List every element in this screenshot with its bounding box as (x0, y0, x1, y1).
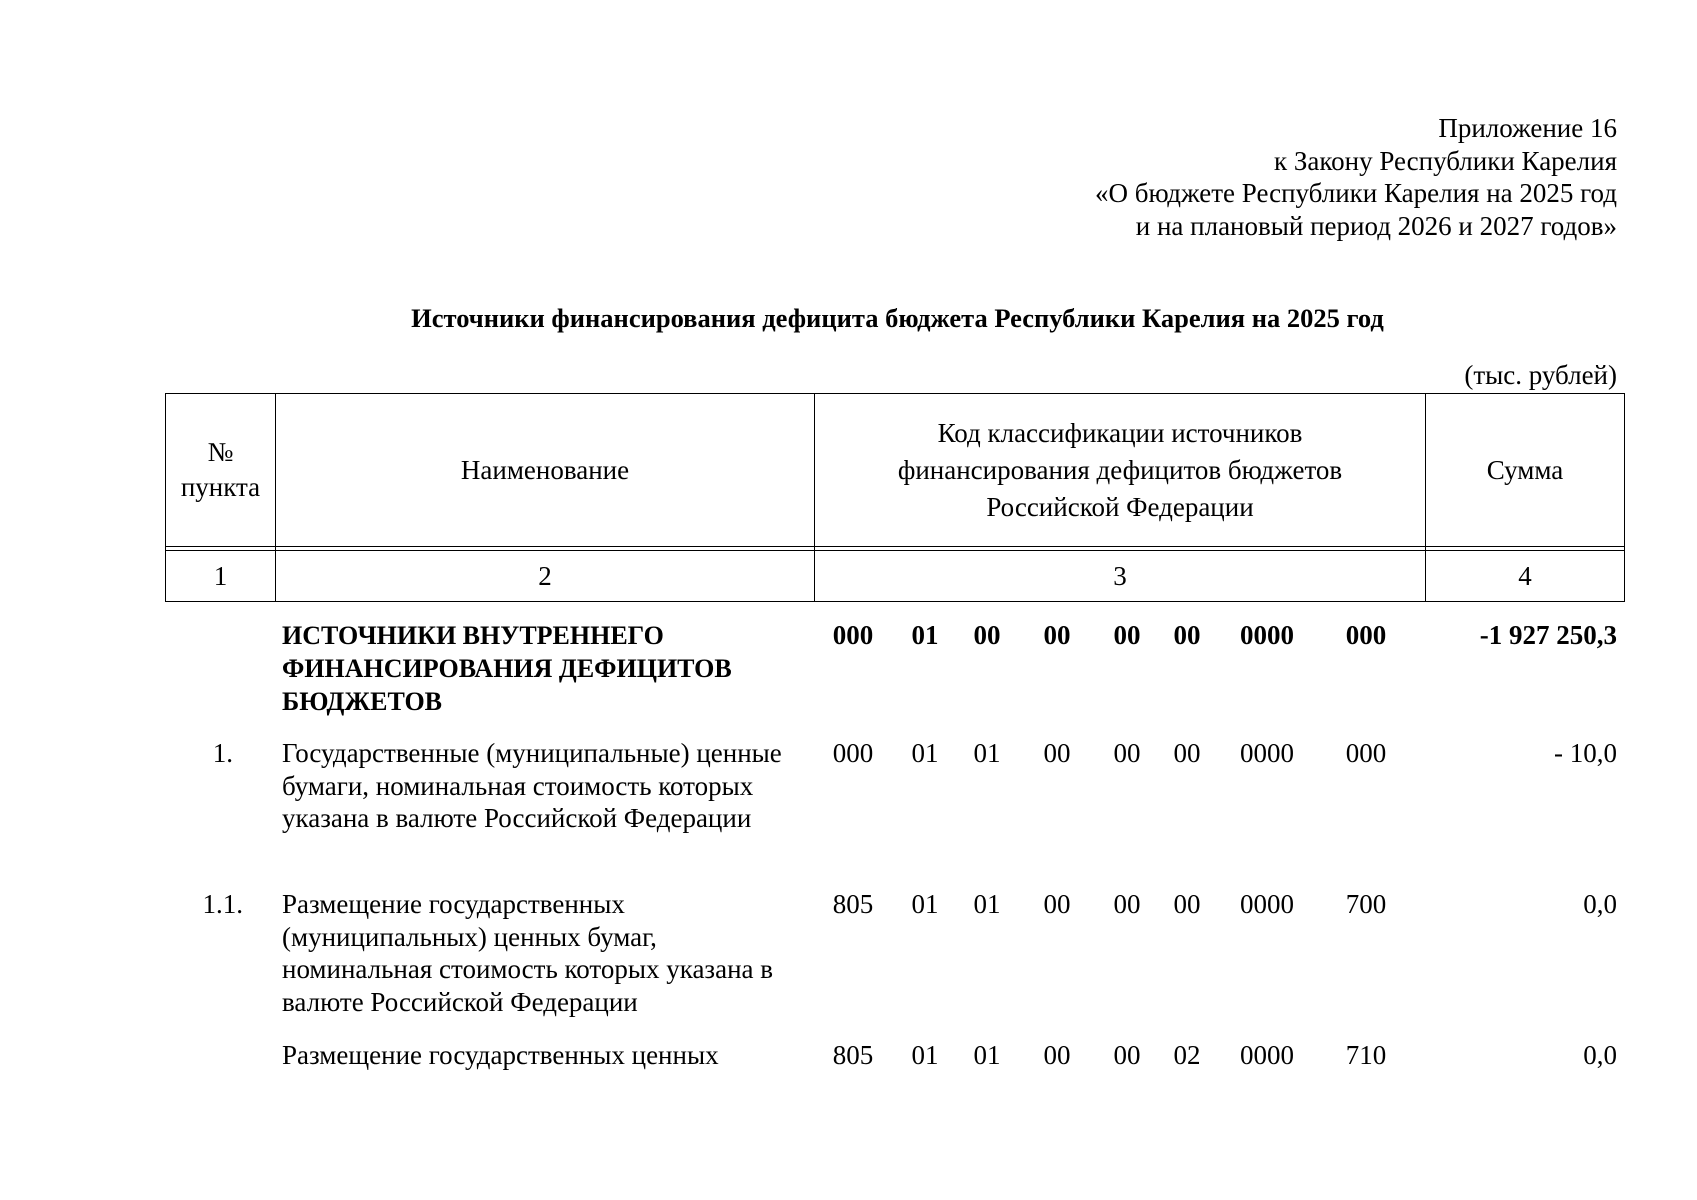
row-code-element: 00 (1173, 889, 1201, 919)
appendix-line-2: к Закону Республики Карелия (1274, 145, 1617, 176)
appendix-line-1: Приложение 16 (1438, 113, 1617, 143)
appendix-line-4: и на плановый период 2026 и 2027 годов» (1135, 210, 1617, 241)
row-code-subgroup: 01 (973, 1040, 1001, 1070)
row-amount: 0,0 (1583, 889, 1617, 919)
row-amount: - 10,0 (1554, 738, 1617, 768)
header-num-4: 4 (1426, 551, 1625, 602)
row-code-kind: 000 (1345, 620, 1387, 650)
row-code-subarticle: 00 (1113, 1040, 1141, 1070)
row-code-admin: 000 (832, 738, 874, 768)
header-code-line-1: Код классификации источников (937, 417, 1303, 448)
row-code-group: 01 (911, 889, 939, 919)
row-code-article: 00 (1043, 620, 1071, 650)
row-code-group: 01 (911, 738, 939, 768)
row-code-kind: 700 (1345, 889, 1387, 919)
row-code-admin: 805 (832, 1040, 874, 1070)
header-num-1: 1 (166, 551, 276, 602)
row-code-kind: 000 (1345, 738, 1387, 768)
units-label: (тыс. рублей) (1464, 360, 1617, 390)
row-number: 1. (212, 738, 233, 768)
header-col-amount: Сумма (1426, 394, 1625, 547)
row-name: Размещение государственных ценных (282, 1040, 719, 1070)
header-num-3: 3 (815, 551, 1426, 602)
row-code-subgroup: 01 (973, 738, 1001, 768)
header-col-name: Наименование (276, 394, 815, 547)
row-code-element: 00 (1173, 738, 1201, 768)
row-code-article: 00 (1043, 889, 1071, 919)
document-title: Источники финансирования дефицита бюджета Республики Карелия на 2025 год (411, 303, 1384, 333)
header-number-sign: № (207, 437, 234, 467)
row-amount: -1 927 250,3 (1479, 620, 1617, 650)
table-header (165, 393, 1625, 602)
row-code-element: 02 (1173, 1040, 1201, 1070)
appendix-header (1095, 112, 1617, 242)
header-number-label: пункта (180, 472, 261, 502)
row-code-admin: 805 (832, 889, 874, 919)
row-code-program: 0000 (1240, 889, 1294, 919)
row-code-subgroup: 01 (973, 889, 1001, 919)
row-amount: 0,0 (1583, 1040, 1617, 1070)
header-col-code (815, 394, 1426, 547)
appendix-line-3: «О бюджете Республики Карелия на 2025 год (1094, 178, 1617, 208)
row-code-article: 00 (1043, 1040, 1071, 1070)
row-code-subarticle: 00 (1113, 889, 1141, 919)
row-name: Размещение государственных (муниципальных) ценных бумаг, номинальная стоимость которых указана в валюте Российской Федерации (282, 889, 774, 1017)
row-number: 1.1. (202, 889, 243, 919)
row-name: ИСТОЧНИКИ ВНУТРЕННЕГО ФИНАНСИРОВАНИЯ ДЕФИЦИТОВ БЮДЖЕТОВ (282, 621, 732, 716)
row-code-subgroup: 00 (973, 620, 1001, 650)
row-code-group: 01 (911, 1040, 939, 1070)
row-code-group: 01 (911, 620, 939, 650)
row-code-admin: 000 (832, 620, 874, 650)
row-code-subarticle: 00 (1113, 620, 1141, 650)
row-code-kind: 710 (1345, 1040, 1387, 1070)
row-name: Государственные (муниципальные) ценные бумаги, номинальная стоимость которых указана в валюте Российской Федерации (282, 738, 782, 833)
header-code-line-3: Российской Федерации (986, 491, 1254, 522)
row-code-program: 0000 (1240, 738, 1294, 768)
header-col-number (166, 394, 276, 547)
row-code-element: 00 (1173, 620, 1201, 650)
row-code-article: 00 (1043, 738, 1071, 768)
row-code-program: 0000 (1240, 1040, 1294, 1070)
header-num-2: 2 (276, 551, 815, 602)
header-code-line-2: финансирования дефицитов бюджетов (897, 454, 1343, 485)
row-code-program: 0000 (1240, 620, 1294, 650)
row-code-subarticle: 00 (1113, 738, 1141, 768)
